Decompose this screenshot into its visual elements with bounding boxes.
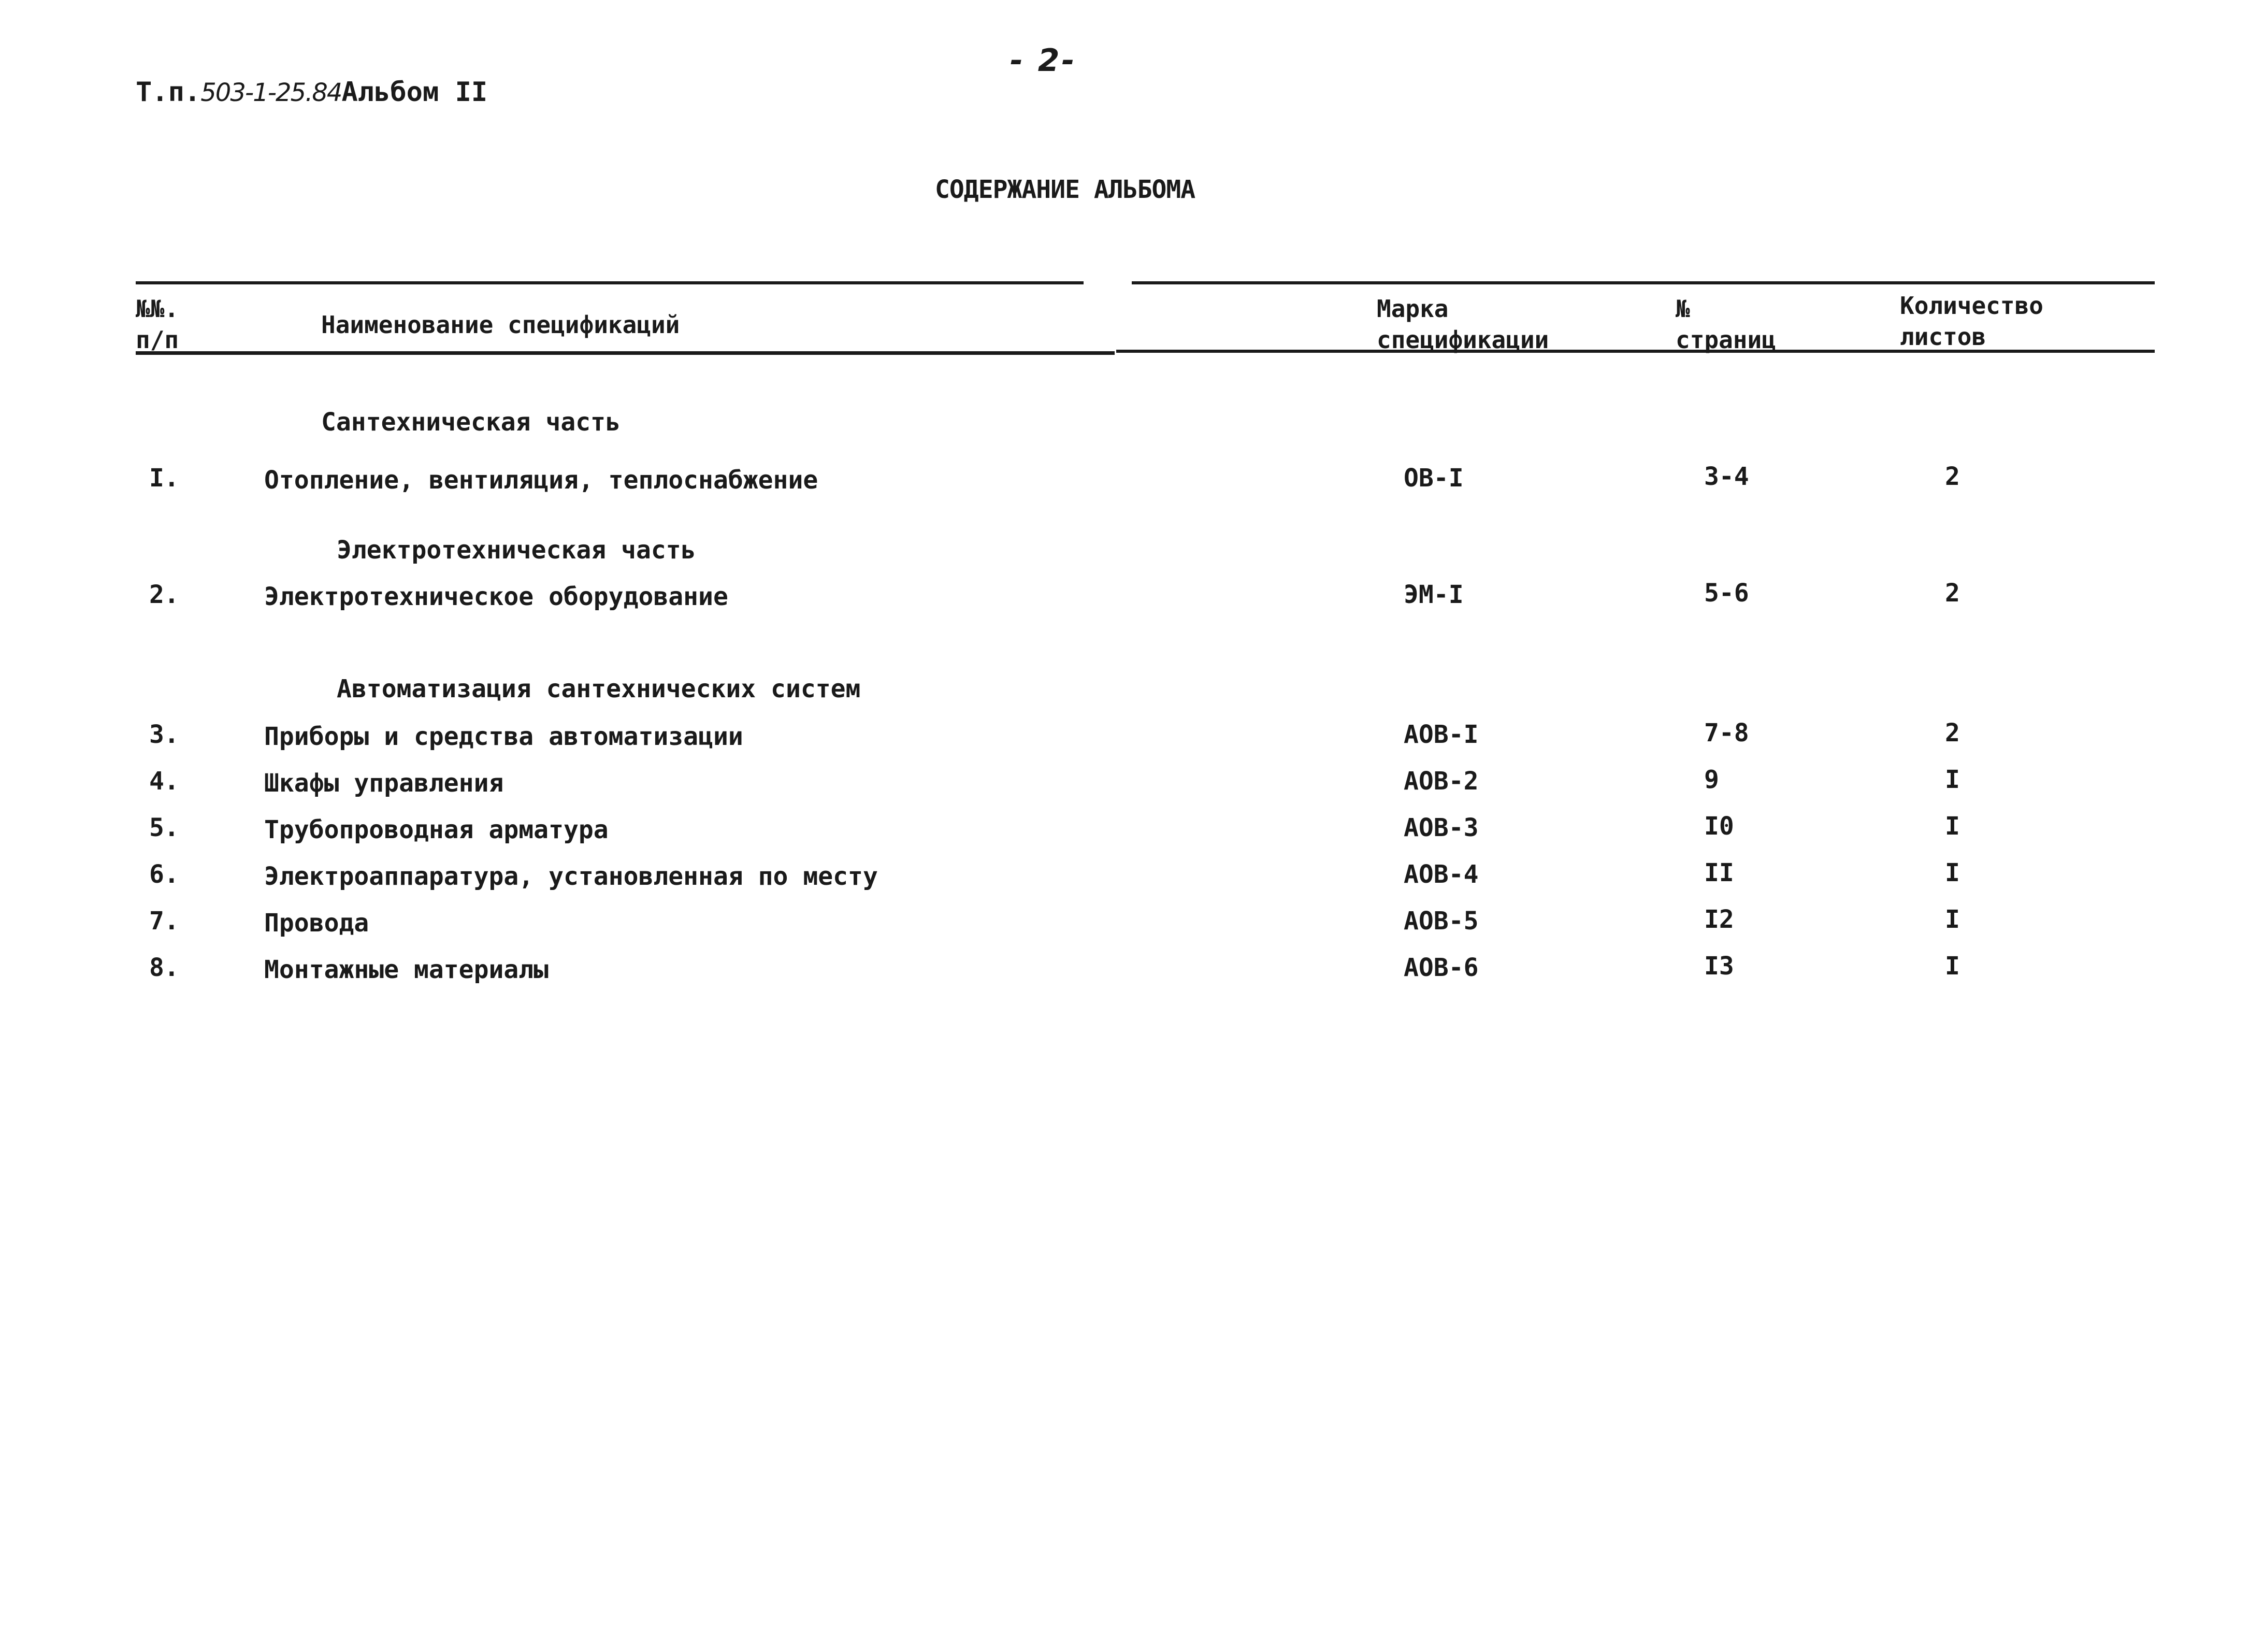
row-number: 7. — [149, 907, 179, 936]
row-pages: I0 — [1704, 812, 1734, 841]
row-number: 8. — [149, 953, 179, 982]
column-header-number: №№. п/п — [136, 295, 179, 354]
row-number: 5. — [149, 813, 179, 842]
row-mark: АОВ-2 — [1404, 767, 1479, 796]
column-header-name: Наименование спецификаций — [321, 311, 680, 339]
section-title-automation: Автоматизация сантехнических систем — [337, 674, 861, 703]
album-label: Альбом II — [341, 77, 488, 108]
table-header-rule-left — [136, 351, 1115, 355]
row-name: Монтажные материалы — [264, 955, 549, 984]
row-sheet-count: I — [1945, 858, 1960, 887]
row-mark: АОВ-5 — [1404, 907, 1479, 936]
column-header-mark: Марка спецификации — [1377, 295, 1549, 354]
row-pages: 7-8 — [1704, 719, 1749, 748]
row-sheet-count: 2 — [1945, 462, 1960, 491]
row-pages: II — [1704, 858, 1734, 887]
row-number: 2. — [149, 580, 179, 609]
row-number: I. — [149, 464, 179, 493]
row-mark: АОВ-6 — [1404, 953, 1479, 982]
row-number: 4. — [149, 767, 179, 796]
row-name: Приборы и средства автоматизации — [264, 722, 743, 751]
table-top-rule-right — [1132, 281, 2155, 284]
column-header-pages: № страниц — [1676, 295, 1776, 354]
row-name: Электроаппаратура, установленная по месту — [264, 862, 878, 891]
row-pages: 9 — [1704, 765, 1719, 794]
row-mark: АОВ-4 — [1404, 860, 1479, 889]
row-number: 3. — [149, 720, 179, 749]
row-pages: 5-6 — [1704, 579, 1749, 608]
row-sheet-count: 2 — [1945, 719, 1960, 748]
column-header-sheet-count: Количество листов — [1900, 292, 2043, 351]
row-sheet-count: 2 — [1945, 579, 1960, 608]
row-sheet-count: I — [1945, 765, 1960, 794]
row-pages: I2 — [1704, 905, 1734, 934]
row-sheet-count: I — [1945, 952, 1960, 981]
row-mark: ОВ-I — [1404, 464, 1464, 493]
row-sheet-count: I — [1945, 812, 1960, 841]
section-title-sanitary: Сантехническая часть — [321, 408, 621, 437]
document-reference-prefix: Т.п. — [136, 77, 201, 108]
page-title: СОДЕРЖАНИЕ АЛЬБОМА — [935, 175, 1195, 204]
row-mark: ЭМ-I — [1404, 580, 1464, 609]
row-name: Электротехническое оборудование — [264, 582, 728, 611]
row-pages: 3-4 — [1704, 462, 1749, 491]
document-series-handwritten: 503-1-25.84 — [200, 78, 342, 107]
section-title-electrical: Электротехническая часть — [337, 536, 696, 565]
row-number: 6. — [149, 860, 179, 889]
row-mark: АОВ-3 — [1404, 813, 1479, 842]
row-name: Провода — [264, 909, 369, 938]
row-name: Трубопроводная арматура — [264, 815, 609, 844]
row-sheet-count: I — [1945, 905, 1960, 934]
document-reference — [136, 77, 487, 108]
row-pages: I3 — [1704, 952, 1734, 981]
row-mark: АОВ-I — [1404, 720, 1479, 749]
table-top-rule-left — [136, 281, 1084, 284]
row-name: Отопление, вентиляция, теплоснабжение — [264, 466, 818, 495]
row-name: Шкафы управления — [264, 769, 504, 798]
page-number: - 2- — [1010, 42, 1077, 79]
